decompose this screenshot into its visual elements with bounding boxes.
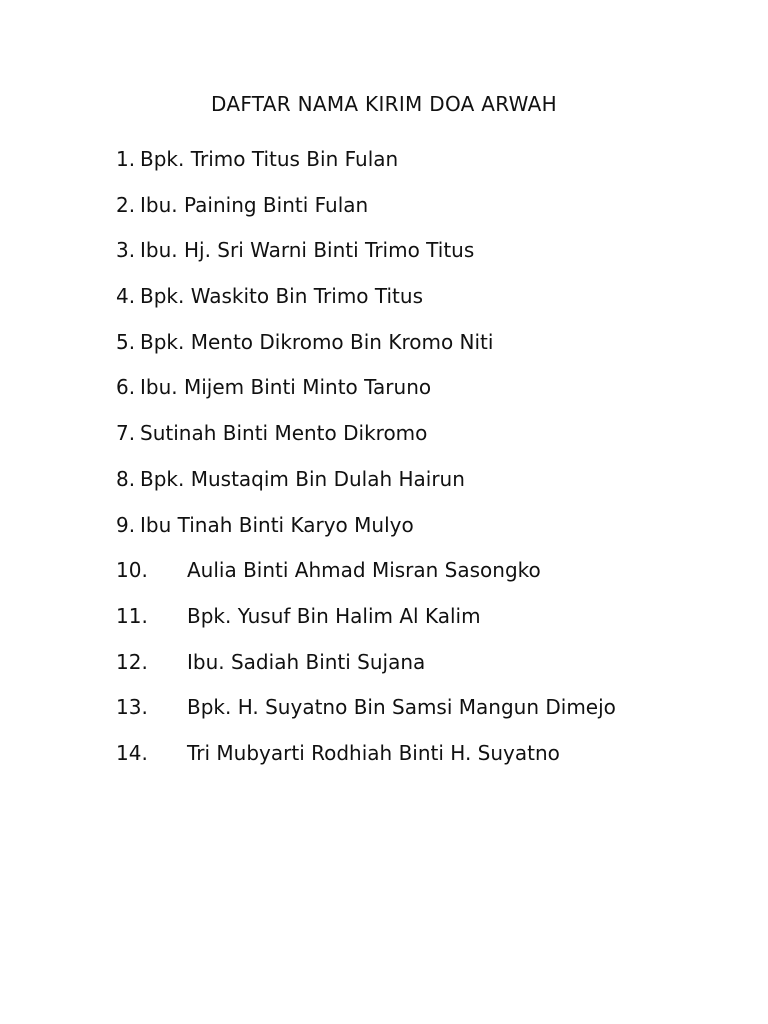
list-item-name: Sutinah Binti Mento Dikromo bbox=[140, 421, 428, 446]
list-item-name: Bpk. H. Suyatno Bin Samsi Mangun Dimejo bbox=[187, 695, 616, 720]
list-item-number: 14. bbox=[116, 740, 148, 765]
document-title bbox=[0, 90, 768, 118]
list-item-name: Ibu. Paining Binti Fulan bbox=[140, 192, 369, 217]
list-item-number: 6. bbox=[116, 375, 136, 400]
list-item-name: Aulia Binti Ahmad Misran Sasongko bbox=[187, 558, 541, 583]
list-item-number: 10. bbox=[116, 558, 148, 583]
list-item-number: 9. bbox=[116, 512, 136, 537]
list-item-name: Ibu. Mijem Binti Minto Taruno bbox=[140, 375, 432, 400]
list-item bbox=[116, 190, 736, 236]
list-item-number: 12. bbox=[116, 649, 148, 674]
list-item-number: 7. bbox=[116, 421, 136, 446]
list-item-number: 13. bbox=[116, 695, 148, 720]
list-item bbox=[116, 601, 736, 647]
list-item-number: 2. bbox=[116, 192, 136, 217]
list-item bbox=[116, 281, 736, 327]
list-item-name: Bpk. Trimo Titus Bin Fulan bbox=[140, 147, 399, 171]
list-item-number: 1. bbox=[116, 147, 136, 171]
list-item-number: 11. bbox=[116, 603, 148, 628]
name-list bbox=[116, 144, 736, 784]
list-item-name: Bpk. Waskito Bin Trimo Titus bbox=[140, 284, 423, 309]
list-item bbox=[116, 144, 736, 190]
list-item bbox=[116, 372, 736, 418]
list-item bbox=[116, 327, 736, 373]
list-item bbox=[116, 647, 736, 693]
list-item bbox=[116, 555, 736, 601]
list-item bbox=[116, 692, 736, 738]
list-item-name: Bpk. Mustaqim Bin Dulah Hairun bbox=[140, 466, 465, 491]
list-item bbox=[116, 738, 736, 784]
list-item-number: 5. bbox=[116, 329, 136, 354]
list-item-name: Ibu. Hj. Sri Warni Binti Trimo Titus bbox=[140, 238, 475, 263]
list-item-number: 8. bbox=[116, 466, 136, 491]
list-item bbox=[116, 464, 736, 510]
list-item-number: 3. bbox=[116, 238, 136, 263]
list-item bbox=[116, 235, 736, 281]
document-title-text: DAFTAR NAMA KIRIM DOA ARWAH bbox=[211, 92, 557, 116]
list-item-name: Ibu. Sadiah Binti Sujana bbox=[187, 649, 426, 674]
list-item-name: Bpk. Yusuf Bin Halim Al Kalim bbox=[187, 603, 481, 628]
list-item-number: 4. bbox=[116, 284, 136, 309]
list-item-name: Ibu Tinah Binti Karyo Mulyo bbox=[140, 512, 414, 537]
list-item bbox=[116, 418, 736, 464]
list-item-name: Tri Mubyarti Rodhiah Binti H. Suyatno bbox=[187, 740, 560, 765]
list-item bbox=[116, 510, 736, 556]
list-item-name: Bpk. Mento Dikromo Bin Kromo Niti bbox=[140, 329, 494, 354]
